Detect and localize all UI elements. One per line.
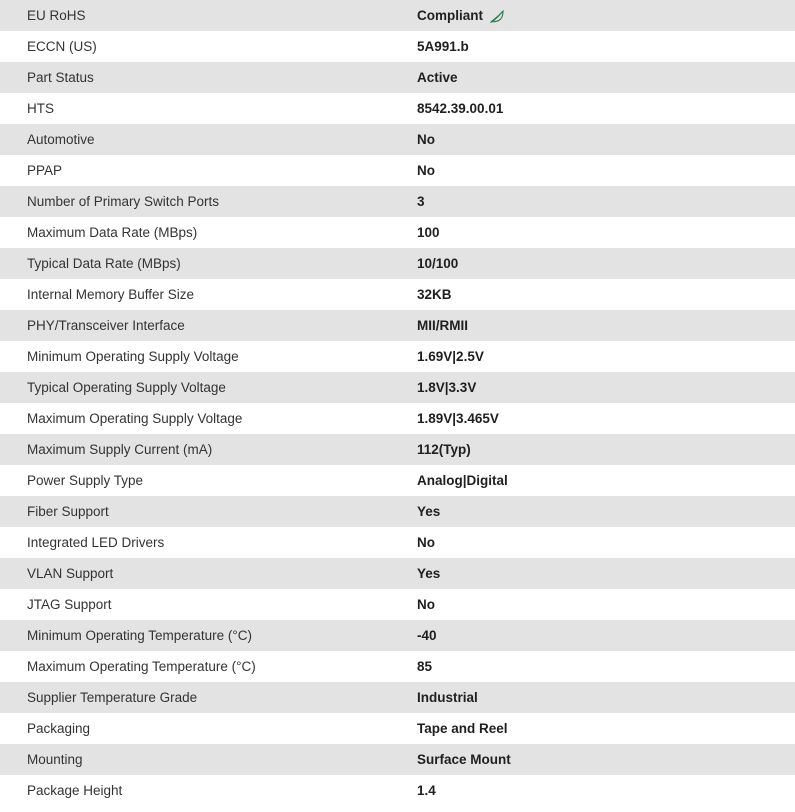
attribute-value	[417, 310, 795, 341]
table-row	[0, 744, 795, 775]
attribute-value-wrap	[417, 163, 435, 179]
attribute-label: Part Status	[27, 69, 94, 85]
attribute-value-text: 85	[417, 658, 433, 674]
attribute-label: PHY/Transceiver Interface	[27, 317, 185, 333]
table-row	[0, 341, 795, 372]
table-row	[0, 93, 795, 124]
attribute-value-wrap	[417, 597, 435, 613]
attribute-value-wrap	[417, 101, 503, 117]
attribute-value-text: Tape and Reel	[417, 720, 508, 736]
attribute-label: Minimum Operating Supply Voltage	[27, 348, 239, 364]
attribute-value-wrap	[417, 535, 435, 551]
attribute-value	[417, 465, 795, 496]
attribute-label: Maximum Supply Current (mA)	[27, 441, 213, 457]
attribute-label: HTS	[27, 100, 54, 116]
attribute-value-text: Yes	[417, 565, 441, 581]
attribute-label: ECCN (US)	[27, 38, 97, 54]
attribute-value	[417, 403, 795, 434]
attribute-label: EU RoHS	[27, 7, 86, 23]
attribute-value-text: 1.89V|3.465V	[417, 410, 499, 426]
attribute-value-wrap	[417, 256, 458, 272]
attribute-label: Minimum Operating Temperature (°C)	[27, 627, 252, 643]
leaf-icon	[490, 10, 505, 23]
attribute-value-text: 3	[417, 193, 425, 209]
attribute-value	[417, 744, 795, 775]
attribute-label: Packaging	[27, 720, 91, 736]
attribute-value-text: Industrial	[417, 689, 478, 705]
attribute-value-text: 5A991.b	[417, 38, 469, 54]
table-row	[0, 434, 795, 465]
attribute-value	[417, 341, 795, 372]
attribute-value-text: 100	[417, 224, 440, 240]
table-row	[0, 310, 795, 341]
attribute-value	[417, 527, 795, 558]
attribute-label: Fiber Support	[27, 503, 109, 519]
attribute-value	[417, 775, 795, 806]
attribute-value-text: Active	[417, 69, 458, 85]
table-row	[0, 682, 795, 713]
attribute-value	[417, 248, 795, 279]
attribute-value-text: No	[417, 162, 435, 178]
table-row	[0, 0, 795, 31]
table-row	[0, 248, 795, 279]
table-row	[0, 372, 795, 403]
attribute-value	[417, 682, 795, 713]
attribute-value	[417, 620, 795, 651]
attribute-value-text: 1.4	[417, 782, 436, 798]
attribute-value-text: 8542.39.00.01	[417, 100, 504, 116]
attribute-label: Maximum Data Rate (MBps)	[27, 224, 198, 240]
attribute-value-text: 1.8V|3.3V	[417, 379, 477, 395]
table-row	[0, 186, 795, 217]
attribute-value	[417, 496, 795, 527]
attribute-value-wrap	[417, 752, 511, 768]
attribute-value	[417, 372, 795, 403]
attribute-value-text: 10/100	[417, 255, 459, 271]
table-row	[0, 589, 795, 620]
table-row	[0, 217, 795, 248]
attribute-value-text: No	[417, 534, 435, 550]
attribute-value	[417, 0, 795, 31]
table-row	[0, 496, 795, 527]
attribute-label: Typical Operating Supply Voltage	[27, 379, 226, 395]
attribute-value	[417, 434, 795, 465]
attribute-label: Mounting	[27, 751, 83, 767]
attribute-value	[417, 93, 795, 124]
table-row	[0, 155, 795, 186]
attribute-value-wrap	[417, 783, 436, 799]
attribute-value-text: Analog|Digital	[417, 472, 508, 488]
attribute-value-wrap	[417, 721, 508, 737]
table-row	[0, 403, 795, 434]
attribute-value-wrap	[417, 8, 505, 24]
table-row	[0, 651, 795, 682]
attribute-value	[417, 558, 795, 589]
attribute-value-wrap	[417, 132, 435, 148]
attribute-value-wrap	[417, 39, 469, 55]
attribute-label: Integrated LED Drivers	[27, 534, 165, 550]
table-row	[0, 558, 795, 589]
attribute-label: Maximum Operating Temperature (°C)	[27, 658, 256, 674]
attribute-value	[417, 155, 795, 186]
attribute-value-wrap	[417, 287, 452, 303]
attribute-value-wrap	[417, 659, 432, 675]
attribute-value	[417, 589, 795, 620]
attribute-value-text: Yes	[417, 503, 441, 519]
attribute-label: VLAN Support	[27, 565, 114, 581]
attribute-value-wrap	[417, 566, 440, 582]
attribute-value	[417, 186, 795, 217]
attribute-value-wrap	[417, 194, 425, 210]
attribute-label: PPAP	[27, 162, 63, 178]
attribute-label: Package Height	[27, 782, 123, 798]
attribute-value-wrap	[417, 380, 476, 396]
table-row	[0, 62, 795, 93]
attribute-value-wrap	[417, 70, 458, 86]
table-row	[0, 775, 795, 806]
attribute-value	[417, 217, 795, 248]
attribute-value-wrap	[417, 504, 440, 520]
attribute-value-text: -40	[417, 627, 437, 643]
table-row	[0, 713, 795, 744]
table-row	[0, 124, 795, 155]
attribute-value-text: MII/RMII	[417, 317, 468, 333]
attribute-value-wrap	[417, 473, 508, 489]
attribute-label: Number of Primary Switch Ports	[27, 193, 220, 209]
attribute-value-text: No	[417, 131, 435, 147]
table-row	[0, 31, 795, 62]
attribute-value-wrap	[417, 225, 440, 241]
attribute-value-text: 32KB	[417, 286, 452, 302]
attribute-value-wrap	[417, 411, 499, 427]
attribute-value-wrap	[417, 349, 484, 365]
attribute-label: Typical Data Rate (MBps)	[27, 255, 181, 271]
attribute-value	[417, 62, 795, 93]
attribute-value	[417, 124, 795, 155]
table-row	[0, 465, 795, 496]
attribute-label: Internal Memory Buffer Size	[27, 286, 195, 302]
attribute-label: Power Supply Type	[27, 472, 144, 488]
attribute-value-wrap	[417, 628, 437, 644]
attribute-value	[417, 31, 795, 62]
attribute-label: JTAG Support	[27, 596, 112, 612]
attribute-label: Automotive	[27, 131, 95, 147]
attribute-value-wrap	[417, 690, 478, 706]
table-row	[0, 527, 795, 558]
attribute-value-text: Compliant	[417, 7, 483, 23]
table-row	[0, 620, 795, 651]
attribute-value	[417, 713, 795, 744]
attribute-value-wrap	[417, 442, 471, 458]
attribute-value-text: Surface Mount	[417, 751, 511, 767]
attribute-value	[417, 279, 795, 310]
attribute-value-wrap	[417, 318, 468, 334]
attribute-value-text: No	[417, 596, 435, 612]
attribute-label: Maximum Operating Supply Voltage	[27, 410, 243, 426]
attribute-value	[417, 651, 795, 682]
attribute-label: Supplier Temperature Grade	[27, 689, 198, 705]
attribute-value-text: 112(Typ)	[417, 441, 471, 457]
attribute-value-text: 1.69V|2.5V	[417, 348, 484, 364]
table-row	[0, 279, 795, 310]
